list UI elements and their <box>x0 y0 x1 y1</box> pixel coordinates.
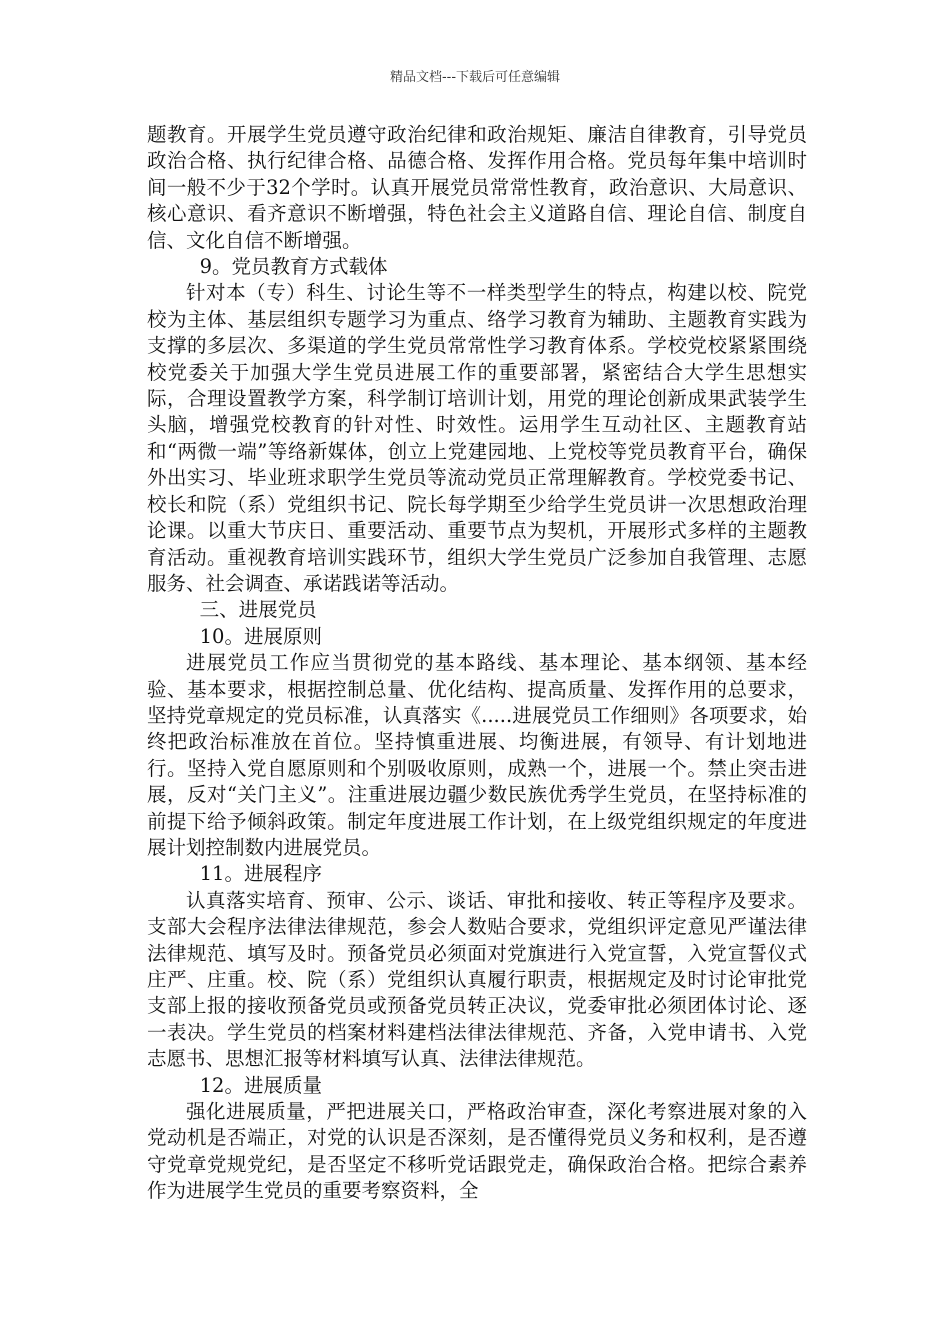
paragraph: 强化进展质量，严把进展关口，严格政治审查，深化考察进展对象的入党动机是否端正，对党的认识是否深刻，是否懂得党员义务和权利，是否遵守党章党规党纪，是否坚定不移听党话跟党走，确保政治合格。把综合素养作为进展学生党员的重要考察资料，全 <box>147 1100 807 1203</box>
section-heading: 三、进展党员 <box>199 598 317 622</box>
section-heading: 11。进展程序 <box>199 862 322 886</box>
section-heading: 9。党员教育方式载体 <box>199 255 388 279</box>
paragraph: 针对本（专）科生、讨论生等不一样类型学生的特点，构建以校、院党校为主体、基层组织专题学习为重点、络学习教育为辅助、主题教育实践为支撑的多层次、多渠道的学生党员常常性学习教育体系。学校党校紧紧围绕校党委关于加强大学生党员进展工作的重要部署，紧密结合大学生思想实际，合理设置教学方案，科学制订培训计划，用党的理论创新成果武装学生头脑，增强党校教育的针对性、时效性。运用学生互动社区、主题教育站和“两微一端”等络新媒体，创立上党建园地、上党校等党员教育平台，确保外出实习、毕业班求职学生党员等流动党员正常理解教育。学校党委书记、校长和院（系）党组织书记、院长每学期至少给学生党员讲一次思想政治理论课。以重大节庆日、重要活动、重要节点为契机，开展形式多样的主题教育活动。重视教育培训实践环节，组织大学生党员广泛参加自我管理、志愿服务、社会调查、承诺践诺等活动。 <box>147 281 807 595</box>
section-heading: 12。进展质量 <box>199 1073 322 1097</box>
document-body <box>147 122 807 1205</box>
section-heading: 10。进展原则 <box>199 624 322 648</box>
paragraph: 题教育。开展学生党员遵守政治纪律和政治规矩、廉洁自律教育，引导党员政治合格、执行纪律合格、品德合格、发挥作用合格。党员每年集中培训时间一般不少于32个学时。认真开展党员常常性教育，政治意识、大局意识、核心意识、看齐意识不断增强，特色社会主义道路自信、理论自信、制度自信、文化自信不断增强。 <box>147 123 807 252</box>
page-header: 精品文档---下载后可任意编辑 <box>389 70 561 85</box>
paragraph: 进展党员工作应当贯彻党的基本路线、基本理论、基本纲领、基本经验、基本要求，根据控制总量、优化结构、提高质量、发挥作用的总要求，坚持党章规定的党员标准，认真落实《.....进展党员工作细则》各项要求，始终把政治标准放在首位。坚持慎重进展、均衡进展，有领导、有计划地进行。坚持入党自愿原则和个别吸收原则，成熟一个，进展一个。禁止突击进展，反对“关门主义”。注重进展边疆少数民族优秀学生党员，在坚持标准的前提下给予倾斜政策。制定年度进展工作计划，在上级党组织规定的年度进展计划控制数内进展党员。 <box>147 651 807 859</box>
paragraph: 认真落实培育、预审、公示、谈话、审批和接收、转正等程序及要求。支部大会程序法律法律规范，参会人数贴合要求，党组织评定意见严谨法律法律规范、填写及时。预备党员必须面对党旗进行入党宣誓，入党宣誓仪式庄严、庄重。校、院（系）党组织认真履行职责，根据规定及时讨论审批党支部上报的接收预备党员或预备党员转正决议，党委审批必须团体讨论、逐一表决。学生党员的档案材料建档法律法律规范、齐备，入党申请书、入党志愿书、思想汇报等材料填写认真、法律法律规范。 <box>147 888 807 1071</box>
